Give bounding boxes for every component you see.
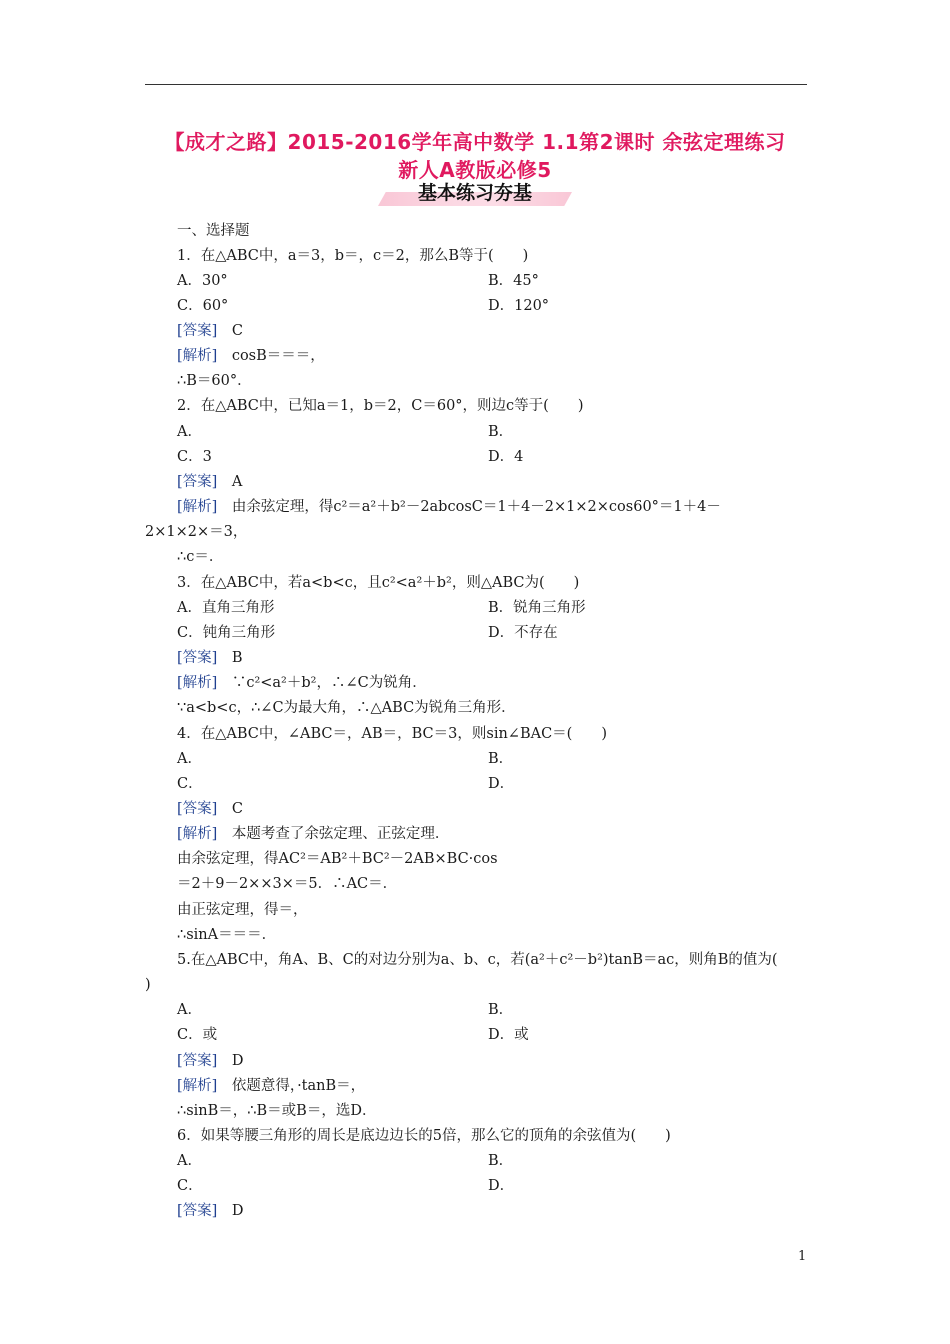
line-text: 由余弦定理，得c²＝a²＋b²－2abcosC＝1＋4－2×1×2×cos60°＝1＋4－	[217, 499, 721, 515]
text-line	[488, 272, 539, 290]
text-line	[488, 1177, 514, 1195]
line-text: D	[217, 1053, 244, 1069]
line-text: 4．在△ABC中，∠ABC＝，AB＝，BC＝3，则sin∠BAC＝( )	[177, 726, 607, 742]
answer-tag: [答案]	[177, 1203, 218, 1219]
text-line	[177, 1026, 217, 1044]
text-line	[177, 1152, 202, 1170]
line-text: C．钝角三角形	[177, 625, 276, 641]
line-text: 由余弦定理，得AC²＝AB²＋BC²－2AB×BC·cos	[177, 851, 498, 867]
line-text: 由正弦定理，得＝，	[177, 902, 308, 918]
text-line	[488, 423, 513, 441]
text-line	[177, 397, 583, 415]
text-line	[145, 976, 151, 994]
line-text: D．或	[488, 1027, 529, 1043]
page-number: 1	[798, 1249, 807, 1264]
header-rule	[145, 84, 807, 85]
text-line	[177, 297, 228, 315]
section-banner	[378, 178, 572, 212]
line-text: C	[217, 801, 243, 817]
answer-tag: [解析]	[177, 675, 218, 691]
line-text: C．3	[177, 449, 212, 465]
answer-line	[177, 322, 243, 340]
text-line	[488, 599, 586, 617]
answer-line	[177, 347, 325, 365]
text-line	[177, 448, 212, 466]
line-text: B．45°	[488, 273, 539, 289]
answer-tag: [解析]	[177, 1078, 218, 1094]
text-line	[145, 523, 247, 541]
text-line	[488, 750, 513, 768]
line-text: A．	[177, 751, 202, 767]
text-line	[177, 901, 308, 919]
line-text: B．	[488, 424, 514, 440]
text-line	[177, 926, 276, 944]
line-text: C．	[177, 776, 203, 792]
answer-tag: [解析]	[177, 348, 218, 364]
line-text: D．120°	[488, 298, 550, 314]
text-line	[488, 775, 514, 793]
line-text: 6．如果等腰三角形的周长是底边边长的5倍，那么它的顶角的余弦值为( )	[177, 1128, 671, 1144]
text-line	[177, 1001, 202, 1019]
text-line	[177, 624, 275, 642]
answer-tag: [答案]	[177, 1053, 218, 1069]
text-line	[177, 574, 579, 592]
text-line	[488, 624, 558, 642]
text-line	[177, 548, 223, 566]
text-line	[488, 1001, 513, 1019]
line-text: A．	[177, 1002, 202, 1018]
text-line	[177, 875, 397, 893]
text-line	[177, 750, 202, 768]
line-text: 依题意得，·tanB＝，	[217, 1078, 366, 1094]
text-line	[177, 599, 274, 617]
line-text: A．	[177, 1153, 202, 1169]
text-line	[488, 448, 523, 466]
line-text: )	[145, 977, 151, 993]
line-text: A．	[177, 424, 202, 440]
line-text: ∵c²<a²＋b²，∴∠C为锐角．	[217, 675, 427, 691]
line-text: ∴sinA＝＝＝．	[177, 927, 277, 943]
line-text: C．	[177, 1178, 203, 1194]
text-line	[488, 1026, 529, 1044]
text-line	[177, 951, 778, 969]
line-text: A．30°	[177, 273, 228, 289]
line-text: C．或	[177, 1027, 218, 1043]
line-text: 2．在△ABC中，已知a＝1，b＝2，C＝60°，则边c等于( )	[177, 398, 584, 414]
line-text: D．	[488, 776, 515, 792]
line-text: D	[217, 1203, 244, 1219]
text-line	[177, 1127, 671, 1145]
document-title-line1: 【成才之路】2015-2016学年高中数学 1.1第2课时 余弦定理练习	[164, 130, 786, 154]
answer-line	[177, 473, 242, 491]
text-line	[177, 222, 250, 240]
line-text: D．	[488, 1178, 515, 1194]
answer-line	[177, 1202, 243, 1220]
line-text: ＝2＋9－2××3×＝5．∴AC＝．	[177, 876, 398, 892]
answer-tag: [答案]	[177, 650, 218, 666]
text-line	[177, 1102, 376, 1120]
text-line	[177, 725, 607, 743]
text-line	[177, 272, 228, 290]
answer-line	[177, 649, 242, 667]
line-text: C	[217, 323, 243, 339]
answer-line	[177, 800, 243, 818]
line-text: 3．在△ABC中，若a<b<c，且c²<a²＋b²，则△ABC为( )	[177, 575, 580, 591]
line-text: D．4	[488, 449, 524, 465]
answer-line	[177, 498, 721, 516]
answer-tag: [答案]	[177, 323, 218, 339]
line-text: A．直角三角形	[177, 600, 275, 616]
answer-tag: [解析]	[177, 499, 218, 515]
banner-title: 基本练习夯基	[417, 182, 532, 204]
answer-line	[177, 825, 449, 843]
line-text: A	[217, 474, 243, 490]
text-line	[177, 423, 202, 441]
line-text: ∵a<b<c，∴∠C为最大角，∴△ABC为锐角三角形．	[177, 700, 516, 716]
line-text: 5.在△ABC中，角A、B、C的对边分别为a、b、c，若(a²＋c²－b²)tanB＝ac，则角B的值为(	[177, 952, 778, 968]
text-line	[177, 247, 528, 265]
line-text: B．	[488, 751, 514, 767]
answer-tag: [解析]	[177, 826, 218, 842]
line-text: 一、选择题	[177, 223, 250, 239]
line-text: 1．在△ABC中，a＝3，b＝，c＝2，那么B等于( )	[177, 248, 529, 264]
text-line	[488, 1152, 513, 1170]
answer-tag: [答案]	[177, 474, 218, 490]
document-title-line2: 新人A教版必修5	[398, 158, 552, 182]
text-line	[177, 699, 516, 717]
text-line	[177, 372, 252, 390]
line-text: B．	[488, 1002, 514, 1018]
answer-line	[177, 1052, 243, 1070]
line-text: 本题考查了余弦定理、正弦定理．	[217, 826, 450, 842]
text-line	[488, 297, 549, 315]
text-line	[177, 1177, 203, 1195]
text-line	[177, 775, 203, 793]
line-text: ∴sinB＝，∴B＝或B＝，选D．	[177, 1103, 377, 1119]
line-text: ∴B＝60°．	[177, 373, 252, 389]
line-text: ∴c＝．	[177, 549, 224, 565]
answer-line	[177, 1077, 365, 1095]
line-text: B．	[488, 1153, 514, 1169]
text-line	[177, 850, 498, 868]
line-text: cosB＝＝＝，	[217, 348, 325, 364]
line-text: C．60°	[177, 298, 229, 314]
line-text: 2×1×2×＝3，	[145, 524, 248, 540]
line-text: B．锐角三角形	[488, 600, 586, 616]
answer-line	[177, 674, 427, 692]
line-text: B	[217, 650, 243, 666]
line-text: D．不存在	[488, 625, 558, 641]
answer-tag: [答案]	[177, 801, 218, 817]
